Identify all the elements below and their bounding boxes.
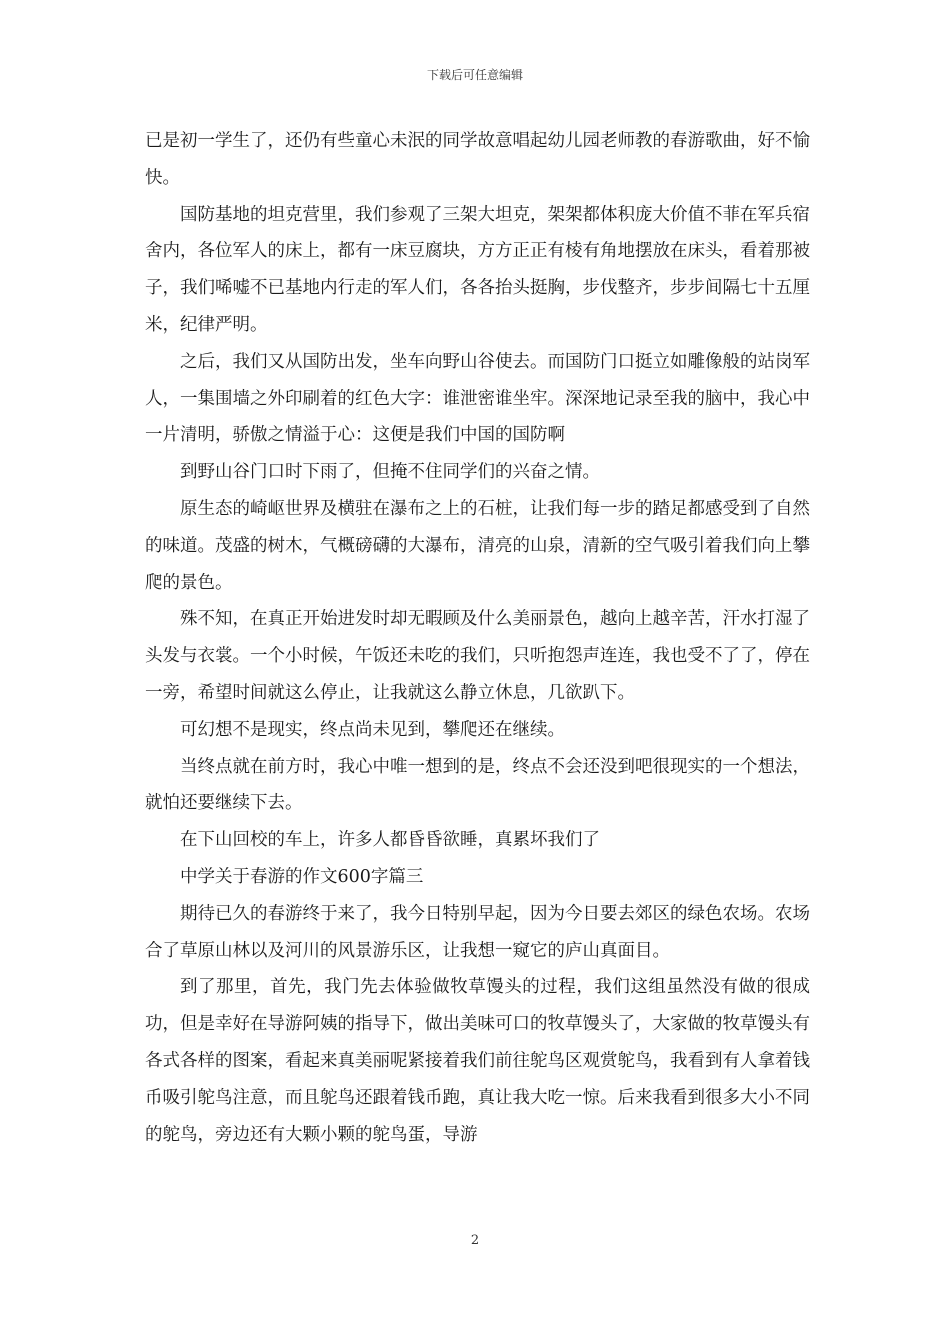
paragraph: 到野山谷门口时下雨了，但掩不住同学们的兴奋之情。	[180, 462, 600, 483]
paragraph: 期待已久的春游终于来了，我今日特别早起，因为今日要去郊区的绿色农场。农场合了草原山林以及河川的风景游乐区，让我想一窥它的庐山真面目。	[145, 903, 810, 961]
paragraph: 之后，我们又从国防出发，坐车向野山谷使去。而国防门口挺立如雕像般的站岗军人，一集围墙之外印刷着的红色大字：谁泄密谁坐牢。深深地记录至我的脑中，我心中一片清明，骄傲之情溢于心：这便是我们中国的国防啊	[145, 351, 810, 446]
paragraph: 原生态的崎岖世界及横驻在瀑布之上的石桩，让我们每一步的踏足都感受到了自然的味道。茂盛的树木，气概磅礴的大瀑布，清亮的山泉，清新的空气吸引着我们向上攀爬的景色。	[145, 498, 810, 593]
page-header: 下载后可任意编辑	[426, 68, 523, 82]
paragraph: 已是初一学生了，还仍有些童心未泯的同学故意唱起幼儿园老师教的春游歌曲，好不愉快。	[145, 131, 810, 188]
paragraph: 当终点就在前方时，我心中唯一想到的是，终点不会还没到吧很现实的一个想法，就怕还要继续下去。	[145, 756, 810, 814]
section-heading: 中学关于春游的作文600字篇三	[180, 866, 424, 887]
paragraph: 到了那里，首先，我门先去体验做牧草馒头的过程，我们这组虽然没有做的很成功，但是幸好在导游阿姨的指导下，做出美味可口的牧草馒头了，大家做的牧草馒头有各式各样的图案，看起来真美丽呢紧接着我们前往鸵鸟区观赏鸵鸟，我看到有人拿着钱币吸引鸵鸟注意，而且鸵鸟还跟着钱币跑，真让我大吃一惊。后来我看到很多大小不同的鸵鸟，旁边还有大颗小颗的鸵鸟蛋，导游	[145, 977, 810, 1145]
paragraph: 在下山回校的车上，许多人都昏昏欲睡，真累坏我们了	[180, 830, 600, 851]
paragraph: 殊不知，在真正开始进发时却无暇顾及什么美丽景色，越向上越辛苦，汗水打湿了头发与衣裳。一个小时候，午饭还未吃的我们，只听抱怨声连连，我也受不了了，停在一旁，希望时间就这么停止，让我就这么静立休息，几欲趴下。	[145, 609, 810, 703]
document-body	[145, 123, 810, 1153]
paragraph: 国防基地的坦克营里，我们参观了三架大坦克，架架都体积庞大价值不菲在军兵宿舍内，各位军人的床上，都有一床豆腐块，方方正正有棱有角地摆放在床头，看着那被子，我们唏嘘不已基地内行走的军人们，各各抬头挺胸，步伐整齐，步步间隔七十五厘米，纪律严明。	[145, 204, 810, 335]
paragraph: 可幻想不是现实，终点尚未见到，攀爬还在继续。	[180, 719, 565, 740]
page-number: 2	[470, 1233, 480, 1248]
